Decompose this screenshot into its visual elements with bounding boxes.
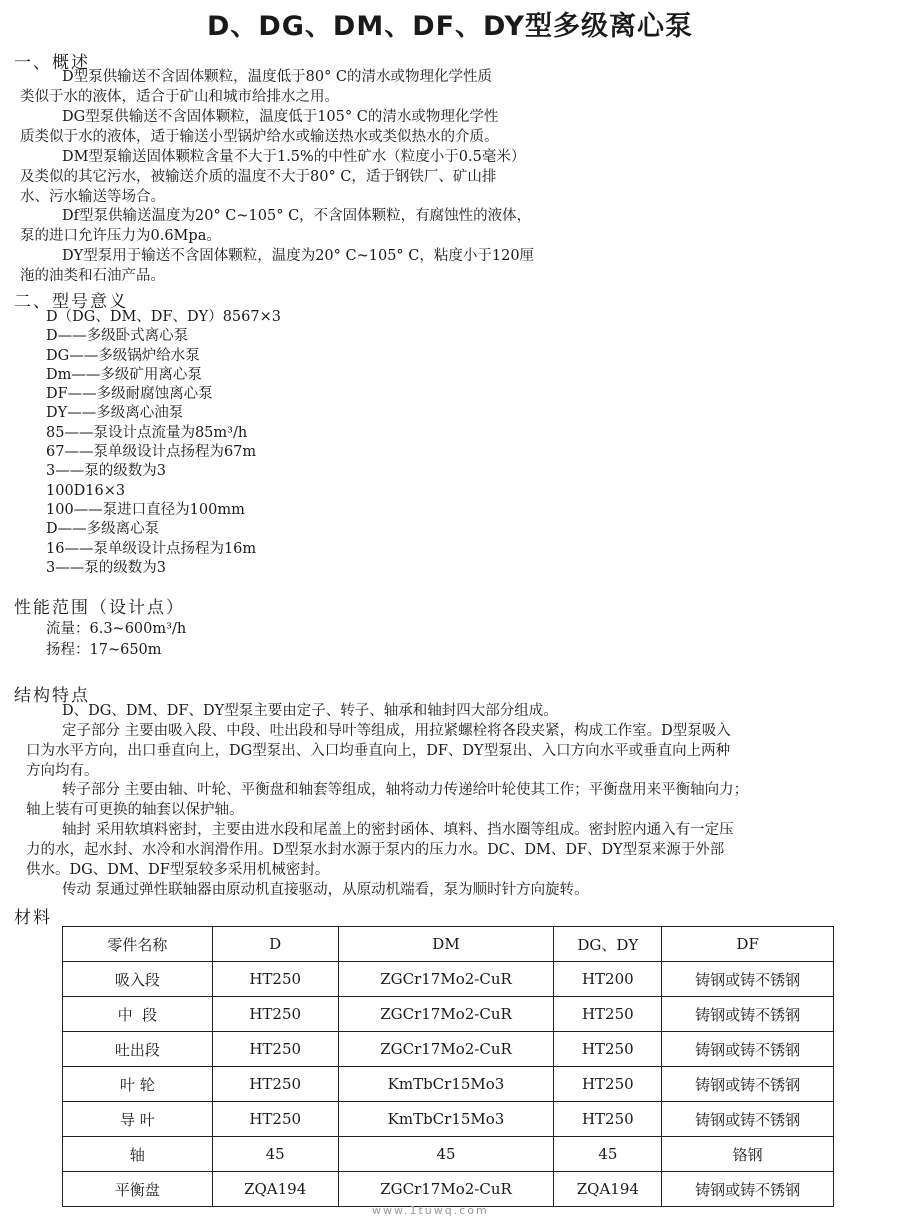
header-cell: 零件名称 — [63, 927, 213, 962]
table-cell: ZGCr17Mo2-CuR — [338, 962, 554, 997]
overview-line: 水、污水输送等场合。 — [20, 189, 165, 205]
structure-line: 力的水，起水封、水冷和水润滑作用。D型泵水封水源于泵内的压力水。DC、DM、DF、DY型泵来源于外部 — [26, 842, 725, 858]
structure-line: D、DG、DM、DF、DY型泵主要由定子、转子、轴承和轴封四大部分组成。 — [62, 703, 558, 719]
table-cell: 平衡盘 — [63, 1172, 213, 1207]
table-row — [63, 1067, 834, 1102]
structure-line: 轴封 采用软填料密封，主要由进水段和尾盖上的密封函体、填料、挡水圈等组成。密封腔内通入有一定压 — [62, 822, 734, 838]
structure-line: 转子部分 主要由轴、叶轮、平衡盘和轴套等组成，轴将动力传递给叶轮使其工作；平衡盘用来平衡轴向力； — [62, 782, 749, 798]
table-row — [63, 1172, 834, 1207]
table-cell: HT250 — [554, 1102, 662, 1137]
table-cell: ZGCr17Mo2-CuR — [338, 1172, 554, 1207]
table-cell: 铸钢或铸不锈钢 — [662, 1102, 834, 1137]
table-row — [63, 1032, 834, 1067]
header-cell: DG、DY — [554, 927, 662, 962]
materials-heading: 材料 — [14, 908, 52, 928]
table-cell: 铸钢或铸不锈钢 — [662, 1067, 834, 1102]
model-line: DG——多级锅炉给水泵 — [46, 347, 200, 364]
overview-line: 质类似于水的液体，适于输送小型锅炉给水或输送热水或类似热水的介质。 — [20, 129, 499, 145]
overview-line: DY型泵用于输送不含固体颗粒，温度为20° C~105° C，粘度小于120厘 — [62, 248, 535, 264]
table-cell: HT250 — [212, 1032, 338, 1067]
table-cell: 吸入段 — [63, 962, 213, 997]
table-row — [63, 1137, 834, 1172]
table-cell: 45 — [554, 1137, 662, 1172]
model-line: Dm——多级矿用离心泵 — [46, 366, 202, 383]
performance-heading: 性能范围（设计点） — [14, 598, 185, 618]
table-row — [63, 962, 834, 997]
overview-line: 泵的进口允许压力为0.6Mpa。 — [20, 228, 221, 244]
table-cell: 吐出段 — [63, 1032, 213, 1067]
overview-line: Df型泵供输送温度为20° C~105° C，不含固体颗粒，有腐蚀性的液体， — [62, 208, 532, 224]
table-cell: HT250 — [554, 997, 662, 1032]
header-cell: D — [212, 927, 338, 962]
model-line: 100——泵进口直径为100mm — [46, 501, 245, 518]
structure-line: 轴上装有可更换的轴套以保护轴。 — [26, 802, 244, 818]
table-cell: HT250 — [554, 1032, 662, 1067]
structure-line: 传动 泵通过弹性联轴器由原动机直接驱动，从原动机端看，泵为顺时针方向旋转。 — [62, 882, 589, 898]
materials-table — [62, 926, 834, 1207]
page-title: D、DG、DM、DF、DY型多级离心泵 — [206, 11, 694, 42]
header-cell: DF — [662, 927, 834, 962]
model-line: 85——泵设计点流量为85m³/h — [46, 424, 248, 441]
table-cell: ZGCr17Mo2-CuR — [338, 1032, 554, 1067]
model-line: DF——多级耐腐蚀离心泵 — [46, 386, 213, 403]
table-cell: 铸钢或铸不锈钢 — [662, 1032, 834, 1067]
table-cell: HT250 — [212, 962, 338, 997]
table-cell: HT250 — [212, 1067, 338, 1102]
model-heading: 二、型号意义 — [14, 292, 128, 312]
table-cell: HT250 — [554, 1067, 662, 1102]
table-cell: 导 叶 — [63, 1102, 213, 1137]
table-cell: KmTbCr15Mo3 — [338, 1102, 554, 1137]
table-header-row — [63, 927, 834, 962]
structure-line: 供水。DG、DM、DF型泵较多采用机械密封。 — [26, 862, 330, 878]
watermark: www.1tuwq.com — [372, 1204, 489, 1217]
table-row — [63, 997, 834, 1032]
performance-head: 扬程：17~650m — [46, 642, 162, 658]
table-cell: 铸钢或铸不锈钢 — [662, 962, 834, 997]
model-line: 16——泵单级设计点扬程为16m — [46, 540, 257, 557]
model-line: D——多级离心泵 — [46, 521, 160, 538]
table-cell: HT200 — [554, 962, 662, 997]
table-row — [63, 1102, 834, 1137]
model-line: DY——多级离心油泵 — [46, 405, 184, 422]
structure-heading: 结构特点 — [14, 686, 90, 706]
table-cell: 铬钢 — [662, 1137, 834, 1172]
table-cell: HT250 — [212, 997, 338, 1032]
model-line: 3——泵的级数为3 — [46, 463, 166, 480]
structure-line: 口为水平方向，出口垂直向上，DG型泵出、入口均垂直向上，DF、DY型泵出、入口方向水平或垂直向上两种 — [26, 743, 731, 759]
table-cell: 中 段 — [63, 997, 213, 1032]
structure-line: 方向均有。 — [26, 763, 99, 779]
table-cell: 45 — [212, 1137, 338, 1172]
table-cell: ZQA194 — [212, 1172, 338, 1207]
table-cell: 铸钢或铸不锈钢 — [662, 1172, 834, 1207]
header-cell: DM — [338, 927, 554, 962]
overview-line: DG型泵供输送不含固体颗粒，温度低于105° C的清水或物理化学性 — [62, 109, 499, 125]
overview-line: 类似于水的液体，适合于矿山和城市给排水之用。 — [20, 89, 339, 105]
performance-flow: 流量：6.3~600m³/h — [46, 621, 187, 637]
model-line: D（DG、DM、DF、DY）8567×3 — [46, 309, 281, 325]
structure-line: 定子部分 主要由吸入段、中段、吐出段和导叶等组成，用拉紧螺栓将各段夹紧，构成工作室。D型泵吸入 — [62, 723, 731, 739]
overview-heading: 一、概述 — [14, 53, 90, 73]
overview-line: 沲的油类和石油产品。 — [20, 268, 165, 284]
overview-line: DM型泵输送固体颗粒含量不大于1.5%的中性矿水（粒度小于0.5毫米） — [62, 149, 526, 165]
model-line: 3——泵的级数为3 — [46, 559, 166, 576]
model-list — [46, 308, 281, 578]
model-line: 67——泵单级设计点扬程为67m — [46, 444, 257, 461]
table-cell: ZGCr17Mo2-CuR — [338, 997, 554, 1032]
model-line: 100D16×3 — [46, 482, 126, 499]
table-cell: ZQA194 — [554, 1172, 662, 1207]
table-cell: 45 — [338, 1137, 554, 1172]
table-cell: 铸钢或铸不锈钢 — [662, 997, 834, 1032]
table-cell: 叶 轮 — [63, 1067, 213, 1102]
table-cell: KmTbCr15Mo3 — [338, 1067, 554, 1102]
table-cell: 轴 — [63, 1137, 213, 1172]
overview-line: D型泵供输送不含固体颗粒，温度低于80° C的清水或物理化学性质 — [62, 69, 493, 85]
model-line: D——多级卧式离心泵 — [46, 328, 189, 345]
overview-line: 及类似的其它污水，被输送介质的温度不大于80° C，适于钢铁厂、矿山排 — [20, 169, 497, 185]
table-cell: HT250 — [212, 1102, 338, 1137]
